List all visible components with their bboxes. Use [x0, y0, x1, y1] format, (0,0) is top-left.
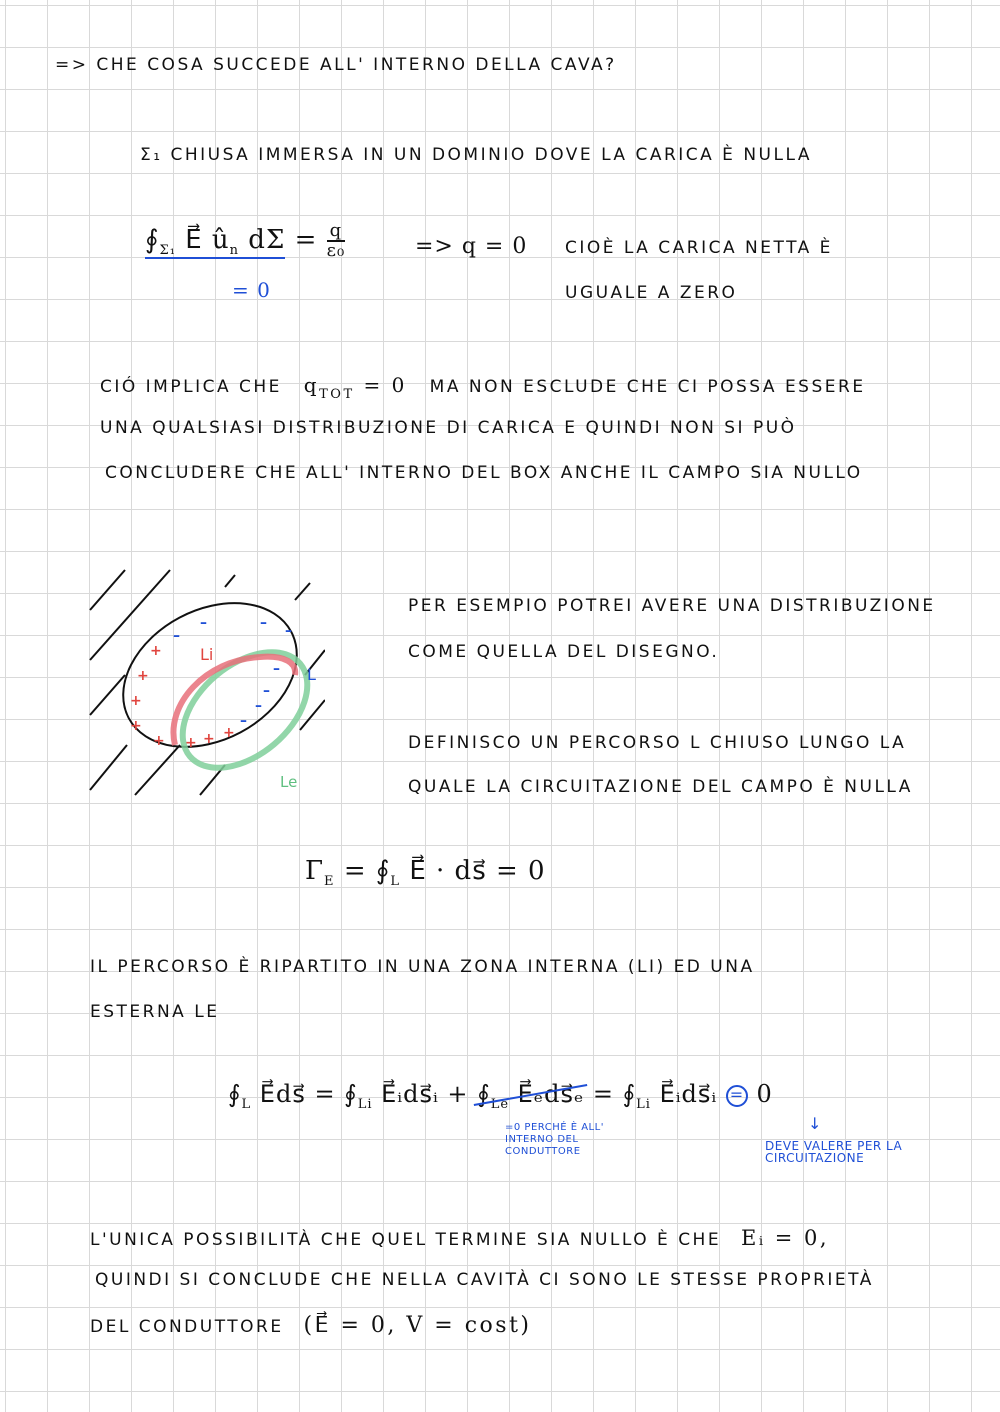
cavity-drawing	[85, 565, 325, 805]
net-charge-text-1: CIOÈ LA CARICA NETTA È	[565, 238, 833, 258]
note-zero-because: =0 PERCHÉ È ALL' INTERNO DEL CONDUTTORE	[505, 1122, 604, 1157]
svg-text:–: –	[260, 615, 267, 631]
paragraph-line-1b: MA NON ESCLUDE CHE CI POSSA ESSERE	[429, 377, 866, 397]
qtot-symbol: q	[303, 373, 320, 397]
paragraph-line-3: CONCLUDERE CHE ALL' INTERNO DEL BOX ANCHE IL CAMPO SIA NULLO	[105, 463, 863, 483]
split-integral-equation: $∮_L$ E⃗ds⃗ = $∮_{Li}$ E⃗ᵢds⃗ᵢ + $∮_{Le}$ E⃗ₑds⃗ₑ = $∮_{Li}$ E⃗ᵢds⃗ᵢ = 0	[228, 1080, 773, 1112]
example-line-2: COME QUELLA DEL DISEGNO.	[408, 642, 720, 662]
svg-text:+: +	[130, 693, 142, 709]
svg-text:+: +	[137, 668, 149, 684]
qtot-subscript: TOT	[319, 387, 355, 402]
qtot-value: = 0	[363, 373, 407, 397]
gauss-law-equation: $∮_{\Sigma_1}$ E⃗ $û_n$ dΣ = $\frac{q}{\text{ε₀}}$	[145, 220, 346, 261]
partition-line-2: ESTERNA LE	[90, 1002, 220, 1022]
q-equals-zero: => q = 0	[415, 234, 528, 259]
svg-text:+: +	[153, 733, 165, 749]
note-must-hold: DEVE VALERE PER LA CIRCUITAZIONE	[765, 1139, 903, 1165]
svg-text:–: –	[255, 698, 262, 714]
surface-description: Σ₁ CHIUSA IMMERSA IN UN DOMINIO DOVE LA CARICA È NULLA	[140, 145, 812, 165]
svg-text:+: +	[130, 718, 142, 734]
svg-text:–: –	[273, 661, 280, 677]
gauss-zero-note: = 0	[232, 278, 271, 302]
circulation-symbol: Γ	[305, 856, 325, 886]
svg-text:–: –	[200, 615, 207, 631]
qtot-expression	[303, 373, 416, 402]
circulation-subscript: E	[324, 874, 335, 889]
conclusion-line-3	[90, 1313, 532, 1338]
define-line-1: DEFINISCO UN PERCORSO L CHIUSO LUNGO LA	[408, 733, 907, 753]
svg-text:+: +	[223, 725, 235, 741]
example-line-1: PER ESEMPIO POTREI AVERE UNA DISTRIBUZIONE	[408, 596, 936, 616]
partition-line-1: IL PERCORSO È RIPARTITO IN UNA ZONA INTERNA (LI) ED UNA	[90, 957, 755, 977]
svg-text:+: +	[185, 735, 197, 751]
arrow-down-icon: ↓	[808, 1114, 822, 1133]
svg-text:+: +	[203, 731, 215, 747]
ei-zero: Eᵢ = 0,	[741, 1226, 830, 1250]
circulation-equation: $\Gamma_E$ = $∮_L$ E⃗ · ds⃗ = 0	[305, 856, 546, 889]
svg-text:–: –	[285, 623, 292, 639]
conductor-properties: (E⃗ = 0, V = cost)	[303, 1313, 532, 1338]
label-Li: Li	[200, 645, 214, 664]
net-charge-text-2: UGUALE A ZERO	[565, 283, 738, 303]
svg-text:–: –	[240, 713, 247, 729]
paragraph-line-1	[100, 373, 866, 402]
circulation-integrand: E⃗ · ds⃗ = 0	[409, 856, 546, 886]
svg-text:+: +	[150, 643, 162, 659]
svg-text:–: –	[173, 628, 180, 644]
label-Le: Le	[280, 773, 298, 791]
conclusion-line-2: QUINDI SI CONCLUDE CHE NELLA CAVITÀ CI SONO LE STESSE PROPRIETÀ	[95, 1270, 874, 1290]
conclusion-line-3-text: DEL CONDUTTORE	[90, 1317, 284, 1337]
conclusion-line-1	[90, 1226, 829, 1250]
paragraph-line-2: UNA QUALSIASI DISTRIBUZIONE DI CARICA E QUINDI NON SI PUÒ	[100, 418, 797, 438]
label-L: L	[307, 665, 316, 684]
conclusion-line-1-text: L'UNICA POSSIBILITÀ CHE QUEL TERMINE SIA NULLO È CHE	[90, 1230, 722, 1250]
question-line: => CHE COSA SUCCEDE ALL' INTERNO DELLA CAVA?	[55, 55, 617, 75]
paragraph-line-1a: CIÓ IMPLICA CHE	[100, 377, 282, 397]
path-Le	[161, 629, 325, 791]
svg-text:–: –	[263, 683, 270, 699]
define-line-2: QUALE LA CIRCUITAZIONE DEL CAMPO È NULLA	[408, 777, 913, 797]
circulation-integral: = ∮	[343, 856, 391, 886]
